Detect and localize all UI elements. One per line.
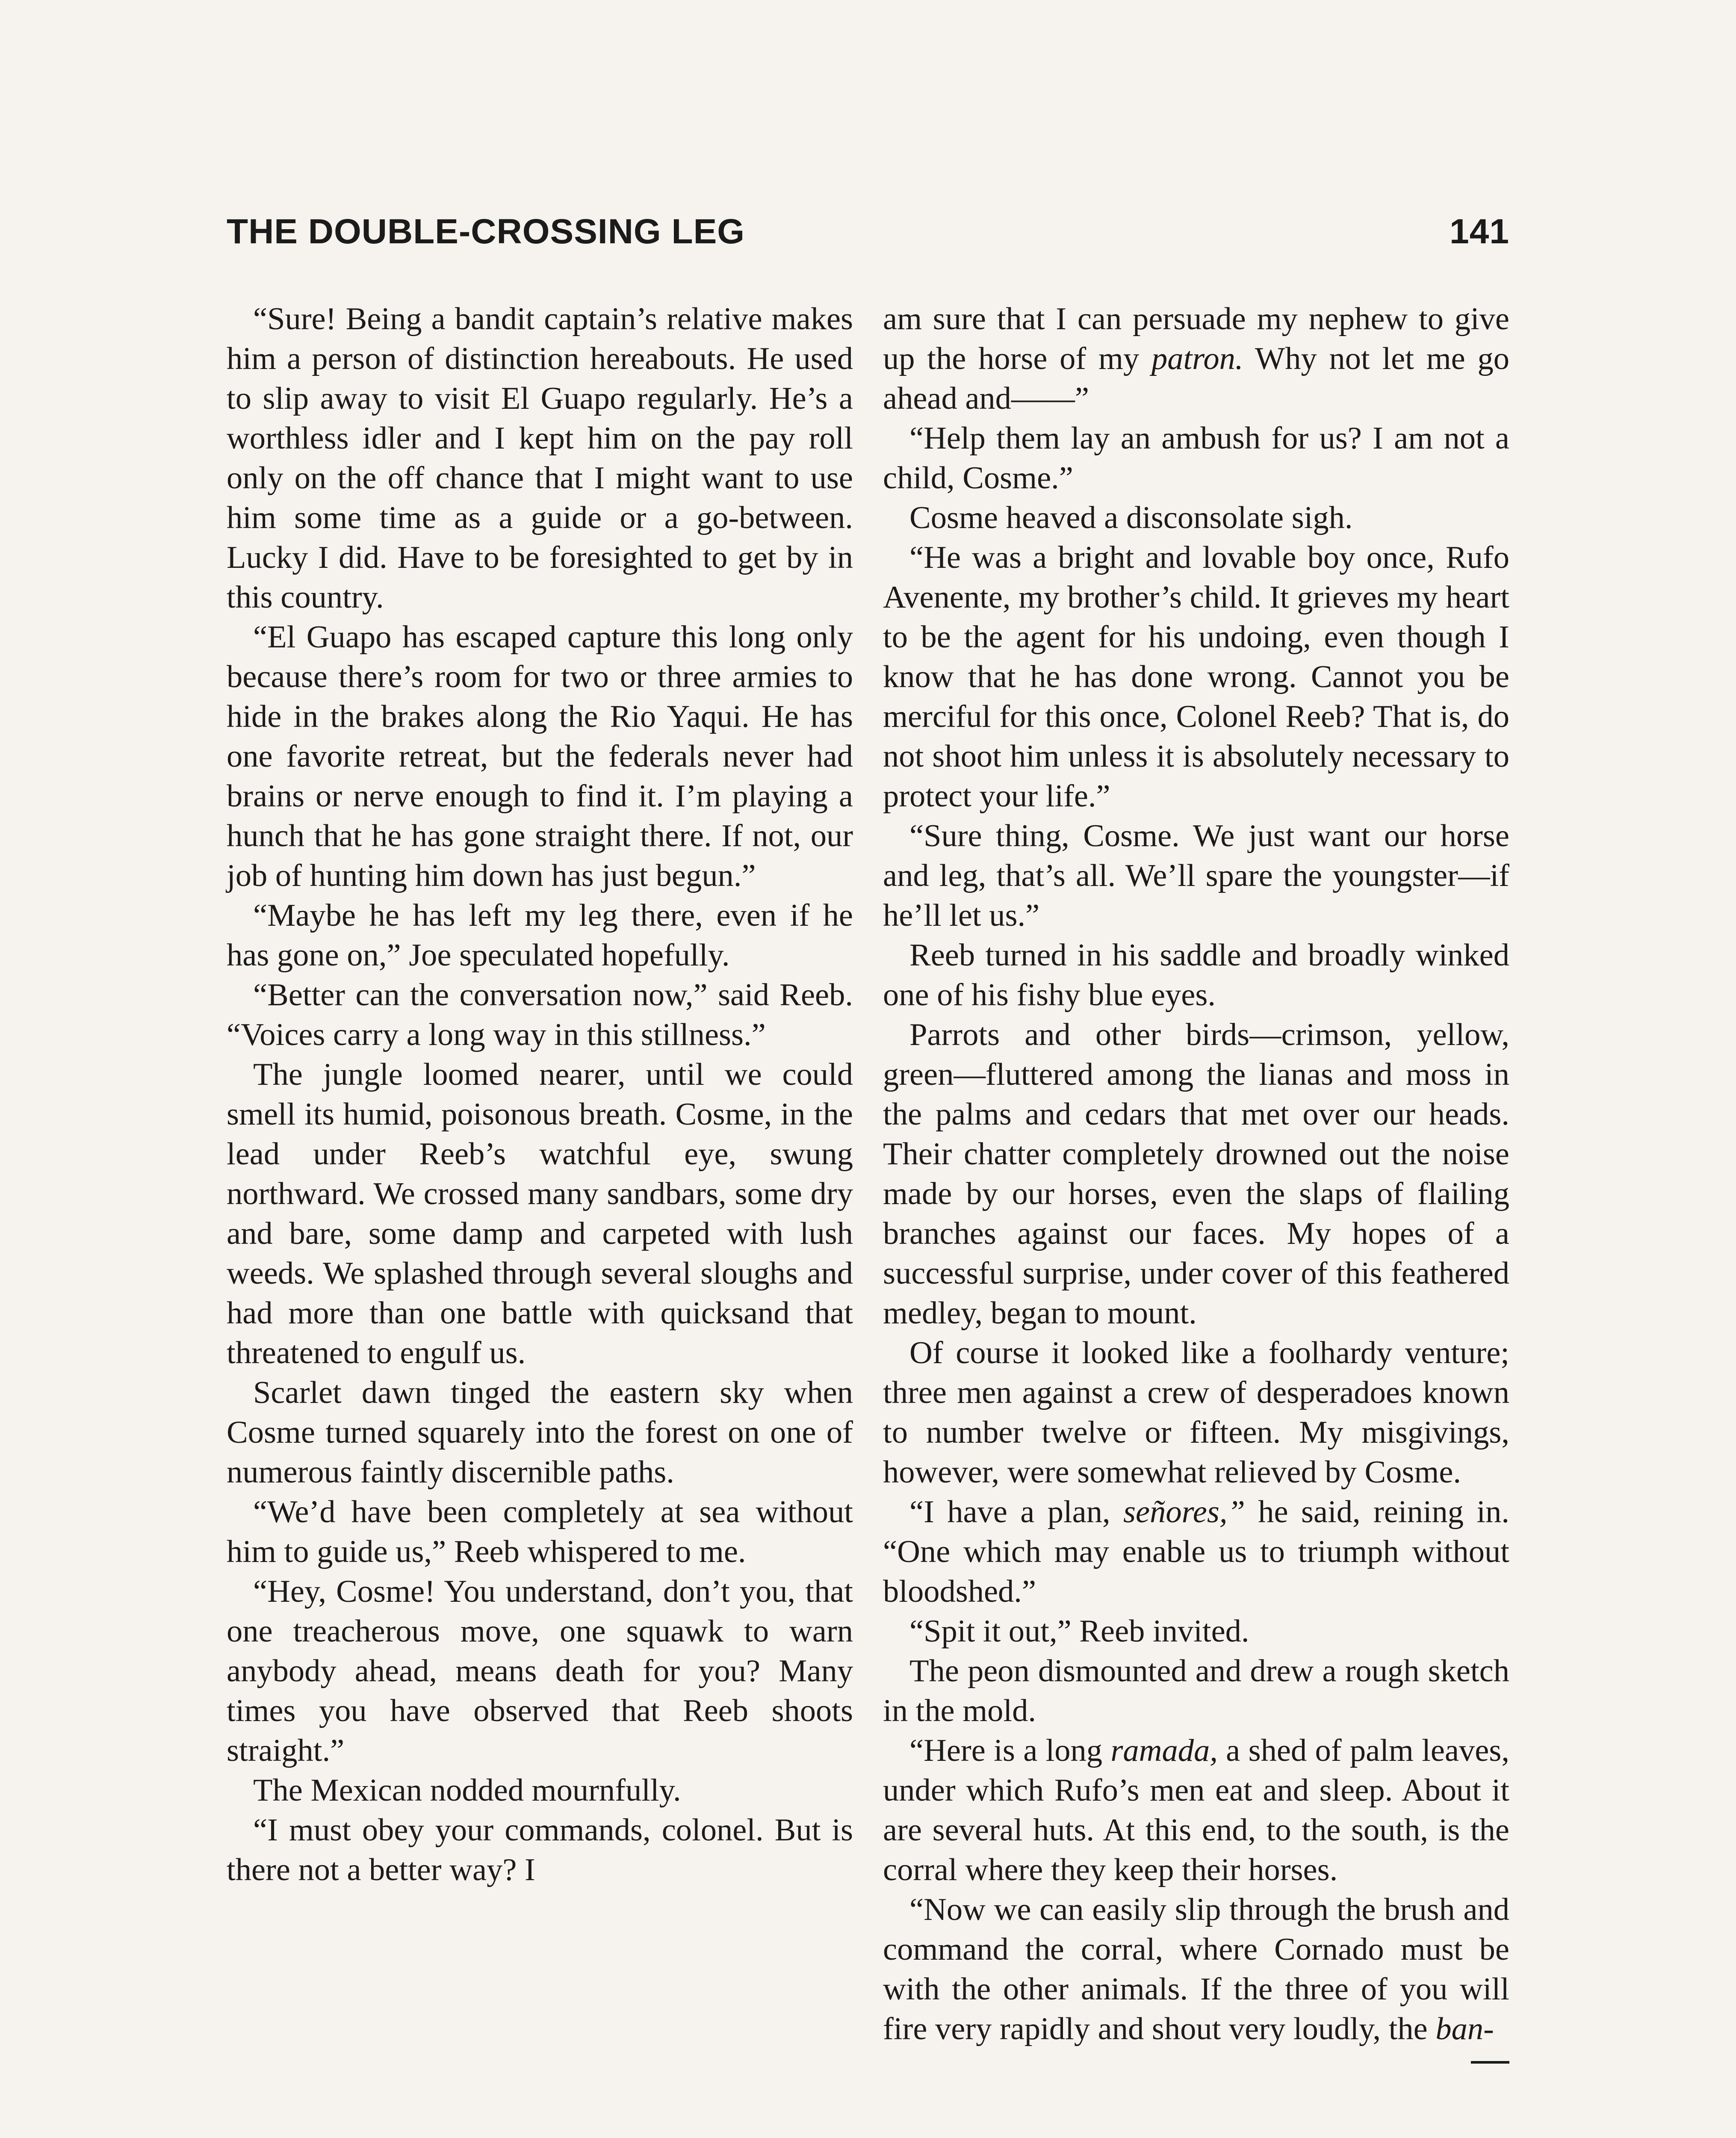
paragraph: “I must obey your commands, colonel. But is there not a better way? I — [227, 1813, 853, 1887]
paragraph: “Sure thing, Cosme. We just want our horse and leg, that’s all. We’ll spare the youngster—if he’ll let us.” — [883, 818, 1509, 933]
paragraph: “El Guapo has escaped capture this long only because there’s room for two or three armies to hide in the brakes along the Rio Yaqui. He has one favorite retreat, but the federals never had brains or nerve enough to find it. I’m playing a hunch that he has gone straight there. If not, our job of hunting him down has just begun.” — [227, 620, 853, 893]
paragraph: Scarlet dawn tinged the eastern sky when Cosme turned squarely into the forest on one of numerous faintly discernible paths. — [227, 1375, 853, 1490]
paragraph: The Mexican nodded mournfully. — [253, 1773, 681, 1808]
italic-word: ban- — [1435, 2011, 1494, 2046]
text-columns — [227, 299, 1509, 2138]
paragraph: Parrots and other birds—crimson, yellow, green—fluttered among the lianas and moss in the palms and cedars that met over our heads. Their chatter completely drowned out the noise made by our horses, even the slaps of flailing branches against our faces. My hopes of a successful surprise, under cover of this feathered medley, began to mount. — [883, 1017, 1509, 1331]
text-run: he said, reining in. “One which may enable us to triumph without bloodshed.” — [883, 1494, 1510, 1609]
paragraph: The jungle loomed nearer, until we could smell its humid, poisonous breath. Cosme, in the lead under Reeb’s watchful eye, swung northward. We crossed many sandbars, some dry and bare, some damp and carpeted with lush weeds. We splashed through several sloughs and had more than one battle with quicksand that threatened to engulf us. — [227, 1057, 853, 1370]
text-run: “Now we can easily slip through the brush and command the corral, where Cornado must be with the other animals. If the three of you will fire very rapidly and shout very loudly, the — [883, 1892, 1509, 2046]
text-run: Why not let me go ahead and——” — [883, 341, 1509, 416]
running-head — [227, 212, 1509, 252]
text-run: a shed of palm leaves, under which Rufo’s men eat and sleep. About it are several huts. At this end, to the south, is the corral where they keep their horses. — [883, 1733, 1509, 1887]
paragraph: The peon dismounted and drew a rough sketch in the mold. — [883, 1654, 1509, 1728]
italic-word: ramada, — [1110, 1733, 1218, 1768]
right-column — [883, 299, 1509, 2138]
chapter-title: THE DOUBLE-CROSSING LEG — [227, 212, 745, 251]
paragraph — [883, 1731, 1509, 1890]
paragraph-continuation — [883, 299, 1509, 419]
paragraph: “He was a bright and lovable boy once, Rufo Avenente, my brother’s child. It grieves my heart to be the agent for his undoing, even though I know that he has done wrong. Cannot you be merciful for this once, Colonel Reeb? That is, do not shoot him unless it is absolutely necessary to protect your life.” — [883, 540, 1509, 814]
italic-word: patron. — [1151, 341, 1243, 376]
paragraph: Cosme heaved a disconsolate sigh. — [909, 500, 1353, 535]
paragraph: “We’d have been completely at sea without him to guide us,” Reeb whispered to me. — [227, 1494, 853, 1569]
paragraph: Of course it looked like a foolhardy venture; three men against a crew of desperadoes known to number twelve or fifteen. My misgivings, however, were somewhat relieved by Cosme. — [883, 1335, 1509, 1490]
paragraph — [883, 1890, 1509, 2064]
left-column — [227, 299, 853, 2138]
paragraph: “Maybe he has left my leg there, even if he has gone on,” Joe speculated hopefully. — [227, 898, 853, 973]
paragraph: “Better can the conversation now,” said Reeb. “Voices carry a long way in this stillness.” — [227, 977, 853, 1052]
text-run: “I have a plan, — [909, 1494, 1124, 1530]
paragraph: “Hey, Cosme! You understand, don’t you, that one treacherous move, one squawk to warn anybody ahead, means death for you? Many times you have observed that Reeb shoots straight.” — [227, 1574, 853, 1768]
italic-word: señores,” — [1123, 1494, 1245, 1530]
paragraph: “Sure! Being a bandit captain’s relative makes him a person of distinction hereabouts. He used to slip away to visit El Guapo regularly. He’s a worthless idler and I kept him on the pay roll only on the off chance that I might want to use him some time as a guide or a go-between. Lucky I did. Have to be foresighted to get by in this country. — [227, 301, 853, 615]
text-run: am sure that I can persuade my nephew to give up the horse of my — [883, 301, 1509, 376]
text-run: “Here is a long — [909, 1733, 1111, 1768]
paragraph — [883, 1492, 1509, 1612]
paragraph: “Help them lay an ambush for us? I am not a child, Cosme.” — [883, 421, 1509, 496]
paragraph: Reeb turned in his saddle and broadly winked one of his fishy blue eyes. — [883, 938, 1509, 1013]
page-number: 141 — [1450, 212, 1509, 251]
paragraph: “Spit it out,” Reeb invited. — [909, 1614, 1249, 1649]
